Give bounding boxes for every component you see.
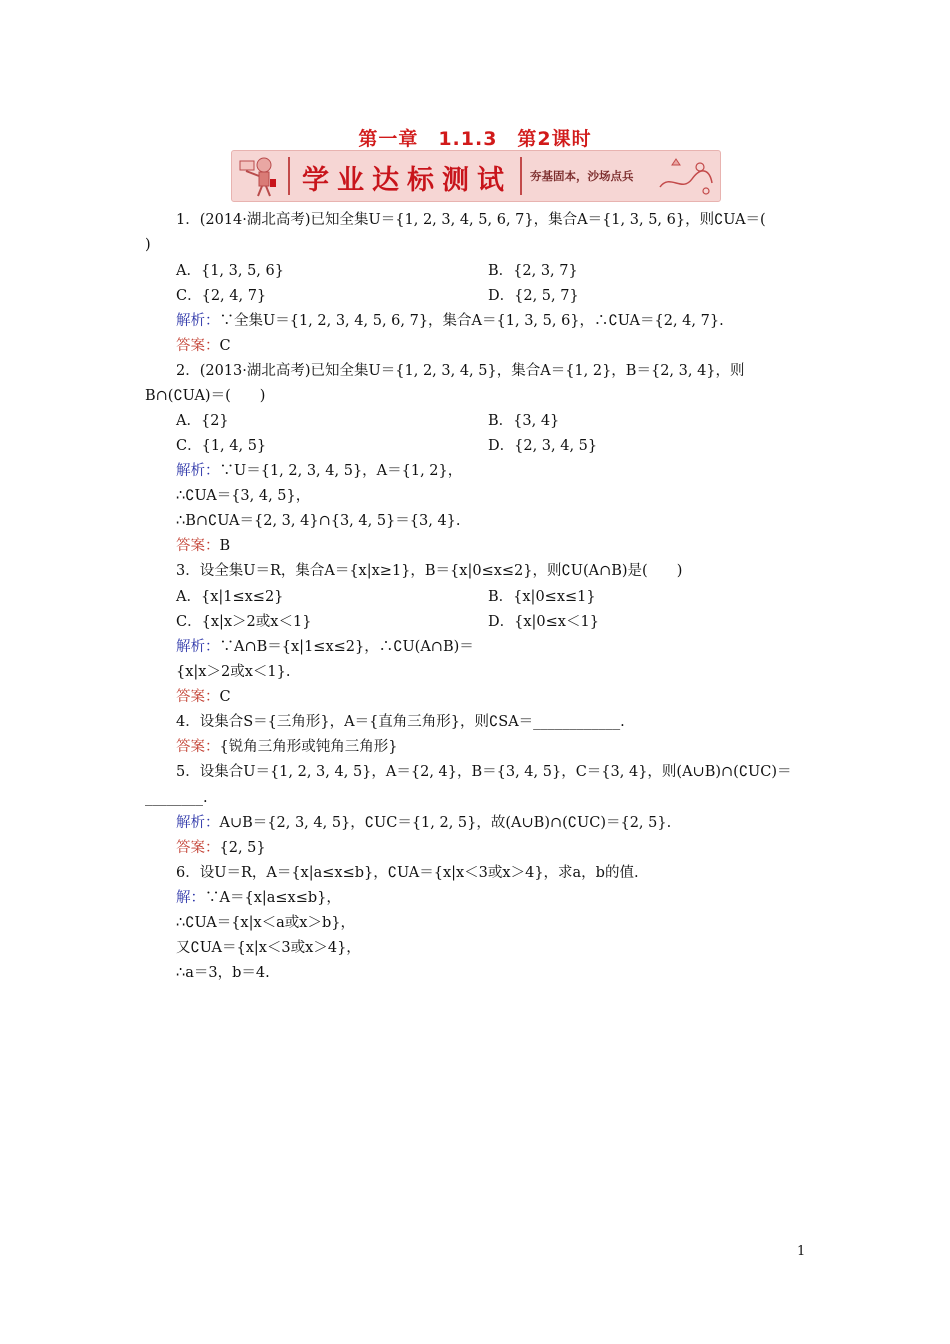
solution-6-line: ∴∁UA＝{x|x＜a或x＞b}， <box>176 915 355 931</box>
solution-label: 解析： <box>176 639 220 655</box>
option-a: A．{1, 3, 5, 6} <box>176 263 284 279</box>
answer-4: 答案：{锐角三角形或钝角三角形} <box>176 739 398 755</box>
answer-label: 答案： <box>176 840 220 856</box>
banner-subheading: 夯基固本，沙场点兵 <box>530 169 634 183</box>
question-2-continued: B∩(∁UA)＝( ) <box>145 388 266 404</box>
solution-6-line: 又∁UA＝{x|x＜3或x＞4}， <box>176 940 361 956</box>
cartoon-figure-icon <box>234 151 286 201</box>
solution-label: 解析： <box>176 313 220 329</box>
page-number: 1 <box>797 1244 806 1259</box>
decorative-swirl-icon <box>652 153 716 199</box>
option-d: D．{2, 3, 4, 5} <box>488 438 598 454</box>
option-c: C．{1, 4, 5} <box>176 438 267 454</box>
solution-5: 解析：A∪B＝{2, 3, 4, 5}，∁UC＝{1, 2, 5}，故(A∪B)∩(∁UC)＝{2, 5}. <box>176 815 672 831</box>
solution-1: 解析：∵全集U＝{1, 2, 3, 4, 5, 6, 7}，集合A＝{1, 3, 5, 6}，∴∁UA＝{2, 4, 7}. <box>176 313 724 329</box>
solution-label: 解析： <box>176 463 220 479</box>
question-2: 2．(2013·湖北高考)已知全集U＝{1, 2, 3, 4, 5}，集合A＝{1, 2}，B＝{2, 3, 4}，则 <box>176 363 745 379</box>
option-c: C．{x|x＞2或x＜1} <box>176 614 312 630</box>
question-3: 3．设全集U＝R，集合A＝{x|x≥1}，B＝{x|0≤x≤2}，则∁U(A∩B)是( ) <box>176 563 683 579</box>
answer-label: 答案： <box>176 338 220 354</box>
solution-2-line: ∴B∩∁UA＝{2, 3, 4}∩{3, 4, 5}＝{3, 4}. <box>176 513 461 529</box>
solution-6: 解：∵A＝{x|a≤x≤b}， <box>176 890 341 906</box>
option-d: D．{2, 5, 7} <box>488 288 579 304</box>
answer-label: 答案： <box>176 689 220 705</box>
solution-label: 解： <box>176 890 205 906</box>
answer-1: 答案：C <box>176 338 231 354</box>
answer-label: 答案： <box>176 739 220 755</box>
banner-divider <box>520 157 522 195</box>
option-b: B．{2, 3, 7} <box>488 263 578 279</box>
option-d: D．{x|0≤x＜1} <box>488 614 599 630</box>
question-5-continued: ________. <box>145 790 208 806</box>
question-1-continued: ) <box>145 237 151 253</box>
option-a: A．{2} <box>176 413 229 429</box>
option-a: A．{x|1≤x≤2} <box>176 589 284 605</box>
question-4: 4．设集合S＝{三角形}，A＝{直角三角形}，则∁SA＝____________. <box>176 714 625 730</box>
option-b: B．{3, 4} <box>488 413 560 429</box>
page-title: 第一章 1.1.3 第2课时 <box>358 128 592 150</box>
question-6: 6．设U＝R，A＝{x|a≤x≤b}，∁UA＝{x|x＜3或x＞4}，求a，b的值. <box>176 865 639 881</box>
banner-heading: 学业达标测试 <box>302 165 512 196</box>
section-banner <box>231 150 721 202</box>
solution-2-line: ∴∁UA＝{3, 4, 5}， <box>176 488 311 504</box>
banner-divider <box>288 157 290 195</box>
question-1: 1．(2014·湖北高考)已知全集U＝{1, 2, 3, 4, 5, 6, 7}，集合A＝{1, 3, 5, 6}，则∁UA＝( <box>176 212 766 228</box>
solution-2: 解析：∵U＝{1, 2, 3, 4, 5}，A＝{1, 2}， <box>176 463 463 479</box>
question-5: 5．设集合U＝{1, 2, 3, 4, 5}，A＝{2, 4}，B＝{3, 4, 5}，C＝{3, 4}，则(A∪B)∩(∁UC)＝ <box>176 764 792 780</box>
solution-6-line: ∴a＝3，b＝4. <box>176 965 270 981</box>
solution-label: 解析： <box>176 815 220 831</box>
option-b: B．{x|0≤x≤1} <box>488 589 596 605</box>
answer-5: 答案：{2, 5} <box>176 840 266 856</box>
answer-2: 答案：B <box>176 538 231 554</box>
answer-label: 答案： <box>176 538 220 554</box>
option-c: C．{2, 4, 7} <box>176 288 267 304</box>
answer-3: 答案：C <box>176 689 231 705</box>
solution-3: 解析：∵A∩B＝{x|1≤x≤2}，∴∁U(A∩B)＝ <box>176 639 474 655</box>
solution-3-line: {x|x＞2或x＜1}. <box>176 664 291 680</box>
